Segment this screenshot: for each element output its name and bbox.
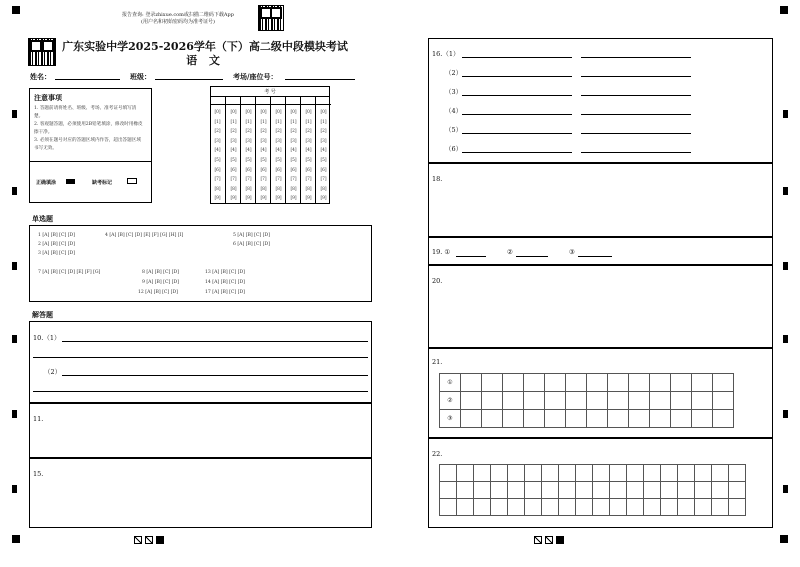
q20-label: 20. xyxy=(432,277,443,285)
room-label: 考场/座位号： xyxy=(233,72,278,81)
writing-cell[interactable] xyxy=(711,464,729,482)
writing-cell[interactable] xyxy=(660,481,678,499)
id-digit-bubble[interactable]: [4] xyxy=(320,148,327,154)
writing-cell[interactable] xyxy=(643,498,661,516)
id-column xyxy=(270,97,285,203)
mc-answer-box xyxy=(29,225,372,302)
id-digit-bubble[interactable]: [8] xyxy=(260,186,267,192)
writing-cell[interactable] xyxy=(691,409,713,428)
answer-box-q15[interactable] xyxy=(29,458,372,528)
writing-cell[interactable] xyxy=(439,481,457,499)
id-column xyxy=(285,97,300,203)
id-column xyxy=(255,97,270,203)
mc-row[interactable]: 5 [A] [B] [C] [D] xyxy=(233,233,270,238)
missing-mark-box[interactable] xyxy=(127,178,137,184)
writing-cell[interactable] xyxy=(490,498,508,516)
writing-cell[interactable] xyxy=(524,481,542,499)
timing-mark xyxy=(783,335,788,343)
writing-cell[interactable] xyxy=(586,391,608,410)
id-digit-bubble[interactable]: [6] xyxy=(320,167,327,173)
writing-cell[interactable] xyxy=(502,391,524,410)
mc-row[interactable]: 6 [A] [B] [C] [D] xyxy=(233,242,270,247)
writing-cell[interactable] xyxy=(712,409,734,428)
mc-row[interactable]: 17 [A] [B] [C] [D] xyxy=(205,290,245,295)
id-digit-bubble[interactable]: [4] xyxy=(214,148,221,154)
timing-mark xyxy=(780,6,788,14)
writing-cell[interactable] xyxy=(609,464,627,482)
timing-mark xyxy=(783,485,788,493)
id-digit-bubble[interactable]: [8] xyxy=(275,186,282,192)
id-digit-bubble[interactable]: [3] xyxy=(320,138,327,144)
writing-cell[interactable] xyxy=(558,464,576,482)
qr-code-icon xyxy=(258,5,284,31)
id-digit-bubble[interactable]: [3] xyxy=(260,138,267,144)
writing-cell[interactable] xyxy=(586,409,608,428)
id-digit-bubble[interactable]: [2] xyxy=(214,129,221,135)
writing-cell[interactable] xyxy=(728,498,746,516)
writing-cell[interactable] xyxy=(558,481,576,499)
timing-mark xyxy=(12,6,20,14)
writing-cell[interactable] xyxy=(694,498,712,516)
writing-cell[interactable] xyxy=(712,373,734,392)
writing-cell[interactable] xyxy=(544,391,566,410)
q16-item: （4） xyxy=(445,107,463,115)
notice-item: 1. 答题前请将姓名、班级、考场、准考证号填写清楚。 xyxy=(34,106,137,119)
writing-cell[interactable] xyxy=(592,464,610,482)
mc-row[interactable]: 7 [A] [B] [C] [D] [E] [F] [G] xyxy=(38,270,101,275)
name-field[interactable] xyxy=(55,79,120,80)
id-digit-bubble[interactable]: [2] xyxy=(290,129,297,135)
id-digit-bubble[interactable]: [0] xyxy=(320,110,327,115)
writing-cell[interactable] xyxy=(460,409,482,428)
answer-box-q19[interactable] xyxy=(428,237,773,265)
id-digit-bubble[interactable]: [3] xyxy=(305,138,312,144)
writing-cell[interactable] xyxy=(728,481,746,499)
writing-cell[interactable] xyxy=(694,464,712,482)
timing-mark xyxy=(780,535,788,543)
id-digit-bubble[interactable]: [2] xyxy=(305,129,312,135)
timing-mark xyxy=(12,262,17,270)
writing-cell[interactable] xyxy=(711,481,729,499)
id-digit-bubble[interactable]: [9] xyxy=(260,196,267,202)
writing-cell[interactable] xyxy=(439,498,457,516)
id-digit-bubble[interactable]: [3] xyxy=(214,138,221,144)
id-digit-bubble[interactable]: [8] xyxy=(320,186,327,192)
writing-cell[interactable]: ① xyxy=(439,373,461,392)
timing-mark xyxy=(783,110,788,118)
q22-label: 22. xyxy=(432,450,443,458)
writing-cell[interactable] xyxy=(490,481,508,499)
writing-cell[interactable] xyxy=(649,373,671,392)
mc-row[interactable]: 1 [A] [B] [C] [D] xyxy=(38,233,75,238)
id-digit-bubble[interactable]: [3] xyxy=(245,138,252,144)
timing-mark xyxy=(783,410,788,418)
writing-cell[interactable] xyxy=(670,409,692,428)
writing-cell[interactable] xyxy=(507,464,525,482)
writing-cell[interactable] xyxy=(609,481,627,499)
id-column xyxy=(300,97,315,203)
q19-2-label: ② xyxy=(507,248,513,256)
id-digit-bubble[interactable]: [3] xyxy=(290,138,297,144)
writing-cell[interactable] xyxy=(643,481,661,499)
mc-row[interactable]: 13 [A] [B] [C] [D] xyxy=(205,270,245,275)
id-digit-bubble[interactable]: [0] xyxy=(260,110,267,115)
writing-cell[interactable] xyxy=(575,464,593,482)
id-digit-bubble[interactable]: [8] xyxy=(305,186,312,192)
writing-cell[interactable] xyxy=(523,409,545,428)
writing-cell[interactable] xyxy=(523,373,545,392)
mc-row[interactable]: 2 [A] [B] [C] [D] xyxy=(38,242,75,247)
id-digit-bubble[interactable]: [9] xyxy=(245,196,252,202)
answer-section-label: 解答题 xyxy=(32,310,53,319)
id-digit-bubble[interactable]: [1] xyxy=(320,119,327,125)
id-digit-bubble[interactable]: [2] xyxy=(275,129,282,135)
id-digit-bubble[interactable]: [6] xyxy=(245,167,252,173)
writing-cell[interactable] xyxy=(558,498,576,516)
writing-cell[interactable] xyxy=(524,498,542,516)
mc-row[interactable]: 9 [A] [B] [C] [D] xyxy=(142,280,179,285)
writing-cell[interactable] xyxy=(575,481,593,499)
id-digit-bubble[interactable]: [4] xyxy=(275,148,282,154)
answer-box-q11[interactable] xyxy=(29,403,372,458)
writing-cell[interactable] xyxy=(524,464,542,482)
id-digit-bubble[interactable]: [0] xyxy=(230,110,237,115)
id-digit-bubble[interactable]: [9] xyxy=(320,196,327,202)
writing-cell[interactable] xyxy=(586,373,608,392)
id-digit-bubble[interactable]: [6] xyxy=(305,167,312,173)
q18-label: 18. xyxy=(432,175,443,183)
id-digit-bubble[interactable]: [6] xyxy=(230,167,237,173)
writing-cell[interactable] xyxy=(711,498,729,516)
id-digit-bubble[interactable]: [5] xyxy=(290,158,297,163)
id-digit-bubble[interactable]: [2] xyxy=(230,129,237,135)
id-digit-bubble[interactable]: [4] xyxy=(245,148,252,154)
writing-cell[interactable] xyxy=(460,391,482,410)
id-digit-bubble[interactable]: [0] xyxy=(214,110,221,115)
id-digit-bubble[interactable]: [4] xyxy=(260,148,267,154)
id-digit-bubble[interactable]: [8] xyxy=(214,186,221,192)
writing-cell[interactable] xyxy=(660,464,678,482)
subject-title: 语 文 xyxy=(186,54,224,67)
id-digit-bubble[interactable]: [7] xyxy=(290,177,297,183)
student-id-grid xyxy=(210,86,330,204)
correct-fill-sample xyxy=(66,179,75,184)
notice-box xyxy=(29,88,152,203)
mc-section-label: 单选题 xyxy=(32,214,53,223)
q19-3-label: ③ xyxy=(569,248,575,256)
id-digit-bubble[interactable]: [9] xyxy=(275,196,282,202)
answer-box-q21[interactable] xyxy=(428,348,773,438)
id-digit-bubble[interactable]: [5] xyxy=(275,158,282,163)
id-digit-bubble[interactable]: [1] xyxy=(214,119,221,125)
id-digit-bubble[interactable]: [7] xyxy=(305,177,312,183)
id-column xyxy=(315,97,330,203)
writing-cell[interactable] xyxy=(592,498,610,516)
writing-cell[interactable] xyxy=(609,498,627,516)
correct-fill-label: 正确填涂 xyxy=(36,180,57,186)
q16-item: （5） xyxy=(445,126,463,134)
id-column xyxy=(225,97,240,203)
answer-box-q22[interactable] xyxy=(428,438,773,528)
class-field[interactable] xyxy=(155,79,223,80)
writing-cell[interactable] xyxy=(473,498,491,516)
writing-cell[interactable] xyxy=(439,464,457,482)
id-digit-bubble[interactable]: [1] xyxy=(260,119,267,125)
writing-cell[interactable] xyxy=(456,464,474,482)
id-digit-bubble[interactable]: [3] xyxy=(275,138,282,144)
id-digit-bubble[interactable]: [0] xyxy=(305,110,312,115)
writing-cell[interactable] xyxy=(575,498,593,516)
q16-label: 16.（1） xyxy=(432,50,460,58)
id-digit-bubble[interactable]: [8] xyxy=(290,186,297,192)
writing-cell[interactable] xyxy=(670,391,692,410)
writing-cell[interactable] xyxy=(728,464,746,482)
q15-label: 15. xyxy=(33,470,44,478)
id-digit-bubble[interactable]: [2] xyxy=(260,129,267,135)
writing-cell[interactable] xyxy=(473,464,491,482)
id-digit-bubble[interactable]: [0] xyxy=(290,110,297,115)
notice-heading: 注意事项 xyxy=(34,93,62,102)
id-column xyxy=(210,97,225,203)
writing-cell[interactable] xyxy=(507,481,525,499)
writing-cell[interactable] xyxy=(628,391,650,410)
writing-cell[interactable] xyxy=(660,498,678,516)
q10-2-label: （2） xyxy=(44,368,62,376)
timing-mark xyxy=(783,187,788,195)
page-marker-left xyxy=(134,536,164,544)
page-marker-right xyxy=(534,536,564,544)
id-digit-bubble[interactable]: [4] xyxy=(305,148,312,154)
writing-cell[interactable] xyxy=(626,498,644,516)
writing-cell[interactable] xyxy=(694,481,712,499)
writing-cell[interactable] xyxy=(456,498,474,516)
writing-cell[interactable] xyxy=(502,373,524,392)
q16-item: （6） xyxy=(445,145,463,153)
writing-cell[interactable] xyxy=(626,481,644,499)
id-digit-bubble[interactable]: [6] xyxy=(290,167,297,173)
writing-cell[interactable] xyxy=(649,409,671,428)
id-column xyxy=(240,97,255,203)
writing-cell[interactable] xyxy=(473,481,491,499)
report-notice xyxy=(108,12,248,26)
writing-cell[interactable] xyxy=(544,409,566,428)
exam-title: 广东实验中学2025-2026学年（下）高二级中段模块考试 xyxy=(62,40,348,53)
q16-item: （2） xyxy=(445,69,463,77)
id-digit-bubble[interactable]: [2] xyxy=(245,129,252,135)
writing-cell[interactable] xyxy=(544,373,566,392)
id-digit-bubble[interactable]: [7] xyxy=(275,177,282,183)
id-digit-bubble[interactable]: [5] xyxy=(305,158,312,163)
room-field[interactable] xyxy=(285,79,355,80)
timing-mark xyxy=(12,410,17,418)
writing-cell[interactable] xyxy=(649,391,671,410)
id-digit-bubble[interactable]: [1] xyxy=(305,119,312,125)
writing-cell[interactable] xyxy=(592,481,610,499)
mc-row[interactable]: 4 [A] [B] [C] [D] [E] [F] [G] [H] [I] xyxy=(105,233,184,238)
writing-cell[interactable] xyxy=(490,464,508,482)
writing-cell[interactable] xyxy=(541,464,559,482)
answer-box-q10[interactable] xyxy=(29,321,372,403)
writing-cell[interactable] xyxy=(481,409,503,428)
id-digit-bubble[interactable]: [1] xyxy=(245,119,252,125)
id-digit-bubble[interactable]: [4] xyxy=(230,148,237,154)
q21-label: 21. xyxy=(432,358,443,366)
answer-box-q18[interactable] xyxy=(428,163,773,237)
writing-cell[interactable] xyxy=(677,481,695,499)
writing-cell[interactable] xyxy=(523,391,545,410)
name-label: 姓名： xyxy=(30,72,51,81)
id-digit-bubble[interactable]: [0] xyxy=(245,110,252,115)
id-digit-bubble[interactable]: [5] xyxy=(245,158,252,163)
writing-cell[interactable] xyxy=(691,373,713,392)
report-notice-line2: (用户名和初始密码均为准考证号) xyxy=(141,19,215,25)
q19-label: 19. ① xyxy=(432,248,451,256)
writing-cell[interactable] xyxy=(456,481,474,499)
id-digit-bubble[interactable]: [7] xyxy=(214,177,221,183)
answer-box-q16[interactable] xyxy=(428,38,773,163)
id-digit-bubble[interactable]: [6] xyxy=(214,167,221,173)
id-digit-bubble[interactable]: [6] xyxy=(275,167,282,173)
writing-cell[interactable] xyxy=(502,409,524,428)
notice-item: 2. 客观题答题，必须使用2B铅笔填涂，修改时用橡皮擦干净。 xyxy=(34,122,143,135)
writing-cell[interactable] xyxy=(691,391,713,410)
writing-cell[interactable] xyxy=(670,373,692,392)
id-digit-bubble[interactable]: [9] xyxy=(214,196,221,202)
timing-mark xyxy=(12,110,17,118)
mc-row[interactable]: 8 [A] [B] [C] [D] xyxy=(142,270,179,275)
id-digit-bubble[interactable]: [5] xyxy=(214,158,221,163)
id-digit-bubble[interactable]: [8] xyxy=(230,186,237,192)
writing-cell[interactable] xyxy=(565,373,587,392)
id-grid-header: 考 号 xyxy=(211,87,329,97)
timing-mark xyxy=(12,535,20,543)
id-digit-bubble[interactable]: [1] xyxy=(290,119,297,125)
mc-row[interactable]: 3 [A] [B] [C] [D] xyxy=(38,251,75,256)
id-digit-bubble[interactable]: [9] xyxy=(305,196,312,202)
writing-cell[interactable] xyxy=(628,373,650,392)
mc-row[interactable]: 12 [A] [B] [C] [D] xyxy=(138,290,178,295)
writing-cell[interactable] xyxy=(628,409,650,428)
timing-mark xyxy=(12,335,17,343)
id-digit-bubble[interactable]: [8] xyxy=(245,186,252,192)
id-digit-bubble[interactable]: [4] xyxy=(290,148,297,154)
writing-cell[interactable] xyxy=(507,498,525,516)
id-digit-bubble[interactable]: [5] xyxy=(320,158,327,163)
writing-cell[interactable] xyxy=(565,409,587,428)
writing-cell[interactable] xyxy=(677,464,695,482)
notice-item: 3. 必须在题号对应的答题区域内作答，超出答题区域书写无效。 xyxy=(34,138,141,151)
q10-label: 10.（1） xyxy=(33,334,61,342)
report-notice-line1: 报告查询: 登录zhixue.com或扫描二维码下载App xyxy=(122,12,234,18)
class-label: 班级： xyxy=(130,72,151,81)
timing-mark xyxy=(783,262,788,270)
writing-cell[interactable] xyxy=(541,481,559,499)
id-digit-bubble[interactable]: [6] xyxy=(260,167,267,173)
writing-cell[interactable] xyxy=(643,464,661,482)
writing-cell[interactable] xyxy=(607,391,629,410)
id-digit-bubble[interactable]: [7] xyxy=(245,177,252,183)
mc-row[interactable]: 14 [A] [B] [C] [D] xyxy=(205,280,245,285)
id-digit-bubble[interactable]: [1] xyxy=(275,119,282,125)
id-digit-bubble[interactable]: [2] xyxy=(320,129,327,135)
writing-cell[interactable] xyxy=(481,373,503,392)
qr-code-icon xyxy=(28,38,56,66)
timing-mark xyxy=(12,485,17,493)
writing-cell[interactable]: ③ xyxy=(439,409,461,428)
timing-mark xyxy=(12,187,17,195)
writing-cell[interactable] xyxy=(460,373,482,392)
id-digit-bubble[interactable]: [7] xyxy=(230,177,237,183)
missing-mark-label: 缺考标记 xyxy=(92,180,113,186)
writing-cell[interactable] xyxy=(626,464,644,482)
id-digit-bubble[interactable]: [1] xyxy=(230,119,237,125)
writing-cell[interactable] xyxy=(607,373,629,392)
id-digit-bubble[interactable]: [7] xyxy=(260,177,267,183)
id-digit-bubble[interactable]: [5] xyxy=(230,158,237,163)
writing-cell[interactable]: ② xyxy=(439,391,461,410)
answer-box-q20[interactable] xyxy=(428,265,773,348)
q16-item: （3） xyxy=(445,88,463,96)
id-digit-bubble[interactable]: [0] xyxy=(275,110,282,115)
writing-cell[interactable] xyxy=(481,391,503,410)
writing-cell[interactable] xyxy=(677,498,695,516)
q11-label: 11. xyxy=(33,415,44,423)
id-digit-bubble[interactable]: [9] xyxy=(290,196,297,202)
id-digit-bubble[interactable]: [9] xyxy=(230,196,237,202)
writing-cell[interactable] xyxy=(541,498,559,516)
id-digit-bubble[interactable]: [3] xyxy=(230,138,237,144)
writing-cell[interactable] xyxy=(565,391,587,410)
id-digit-bubble[interactable]: [7] xyxy=(320,177,327,183)
writing-cell[interactable] xyxy=(712,391,734,410)
id-digit-bubble[interactable]: [5] xyxy=(260,158,267,163)
writing-cell[interactable] xyxy=(607,409,629,428)
